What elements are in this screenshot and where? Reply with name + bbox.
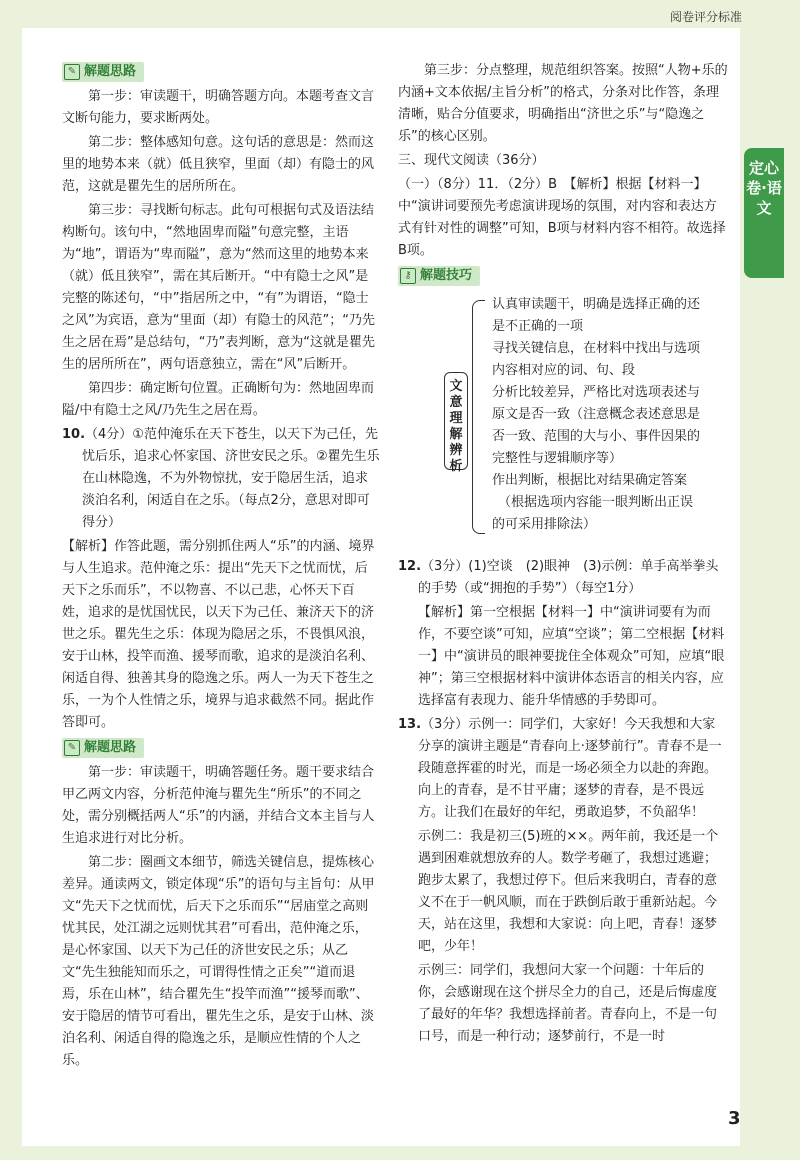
question-number: 12.: [398, 559, 422, 574]
diagram-brace: [472, 300, 485, 534]
question-answer: （4分）①范仲淹乐在天下苍生，以天下为己任，先忧后乐，追求心怀家国、济世安民之乐。②瞿先生乐在山林隐逸，不为外物惊扰，安于隐居生活，追求淡泊名利，闲适自在之乐。（每点2分，意思对即可得分）: [82, 427, 380, 530]
pen-icon: ✎: [64, 64, 80, 80]
key-icon: ⚷: [400, 268, 416, 284]
diagram-line: 是不正确的一项: [492, 319, 584, 334]
page-number: 3: [728, 1108, 741, 1129]
diagram-line: 寻找关键信息，在材料中找出与选项: [492, 341, 701, 356]
diagram-line: （根据选项内容能一眼判断出正误: [498, 495, 694, 510]
diagram-line: 作出判断，根据比对结果确定答案: [492, 473, 688, 488]
header-label: 阅卷评分标准: [670, 10, 743, 24]
left-column: [62, 60, 380, 1074]
diagram-label-box: 文意理解辨析: [444, 372, 468, 470]
diagram-lines: [492, 294, 730, 536]
section-header-label: 解题思路: [84, 740, 137, 755]
section-header-label: 解题技巧: [420, 268, 473, 283]
section-header-label: 解题思路: [84, 64, 137, 79]
diagram-line: 分析比较差异，严格比对选项表述与: [492, 385, 701, 400]
right-column: [398, 60, 728, 1050]
question-12: [398, 556, 728, 600]
analysis-paragraph: 【解析】第一空根据【材料一】中“演讲词要有为而作，不要空谈”可知，应填“空谈”；第二空根据【材料一】中“演讲员的眼神要拢住全体观众”可知，应填“眼神”；第三空根据材料中演讲体态语言的相关内容，应选择富有表现力、能升华情感的手势即可。: [418, 605, 725, 708]
example-paragraph: 示例二：我是初三(5)班的××。两年前，我还是一个遇到困难就想放弃的人。数学考砸了，我想过逃避；跑步太累了，我想过停下。但后来我明白，青春的意义不在于一帆风顺，而在于跌倒后敢于重新站起。今天，站在这里，我想和大家说：向上吧，青春！逐梦吧，少年！: [418, 829, 719, 954]
pen-icon: ✎: [64, 740, 80, 756]
question-answer: （3分）(1)空谈 (2)眼神 (3)示例：单手高举拳头的手势（或“拥抱的手势”）（每空1分）: [418, 559, 719, 596]
question-10: [62, 424, 380, 534]
example-paragraph: 示例三：同学们，我想问大家一个问题：十年后的你，会感谢现在这个拼尽全力的自己，还是后悔虚度了最好的年华？我想选择前者。青春向上，不是一句口号，而是一种行动；逐梦前行，不是一时: [418, 963, 718, 1044]
diagram-line: 否一致、范围的大与小、事件因果的: [492, 429, 701, 444]
step-paragraph: 第二步：整体感知句意。这句话的意思是：然而这里的地势本来（就）低且狭窄，里面（却）有隐士的风范，这就是瞿先生的居所所在。: [62, 135, 375, 194]
side-tab: 定心卷·语文: [744, 148, 784, 278]
step-paragraph: 第三步：分点整理，规范组织答案。按照“人物+乐的内涵+文本依据/主旨分析”的格式，分条对比作答，条理清晰，贴合分值要求，明确指出“济世之乐”与“隐逸之乐”的核心区别。: [398, 63, 728, 144]
question-13: [398, 714, 728, 824]
question-number: 10.: [62, 427, 86, 442]
section-header-tips: [398, 266, 480, 286]
section-header-thinking-2: [62, 738, 144, 758]
question-number: 13.: [398, 717, 422, 732]
section-header-thinking-1: [62, 62, 144, 82]
diagram-line: 认真审读题干，明确是选择正确的还: [492, 297, 701, 312]
section-heading: 三、现代文阅读（36分）: [398, 153, 545, 168]
tips-diagram: [398, 294, 728, 554]
diagram-line: 的可采用排除法）: [492, 517, 597, 532]
analysis-paragraph: 【解析】作答此题，需分别抓住两人“乐”的内涵、境界与人生追求。范仲淹之乐：提出“先天下之忧而忧，后天下之乐而乐”，不以物喜、不以己悲，心怀天下百姓，追求的是忧国忧民，以天下为己任、兼济天下的济世之乐。瞿先生之乐：体现为隐居之乐，不畏惧风浪，安于山林，投竿而渔、援琴而歌，追求的是淡泊名利、闲适自得、独善其身的隐逸之乐。两人一为天下苍生之乐，一为个人性情之乐，境界与追求截然不同。据此作答即可。: [62, 539, 375, 730]
step-paragraph: 第一步：审读题干，明确答题任务。题干要求结合甲乙两文内容，分析范仲淹与瞿先生“所乐”的不同之处，需分别概括两人“乐”的内涵，并结合文本主旨与人生追求进行对比分析。: [62, 765, 375, 846]
step-paragraph: 第二步：圈画文本细节，筛选关键信息，提炼核心差异。通读两文，锁定体现“乐”的语句与主旨句：从甲文“先天下之忧而忧，后天下之乐而乐”“居庙堂之高则忧其民，处江湖之远则忧其君”可看出，范仲淹之乐，是心怀家国、以天下为己任的济世安民之乐；从乙文“先生独能知而乐之，可谓得性情之正矣”“道而退焉，乐在山林”，结合瞿先生“投竿而渔”“援琴而歌”、安于隐居的情节可看出，瞿先生之乐，是安于山林、淡泊名利、闲适自得的隐逸之乐，是顺应性情的个人之乐。: [62, 855, 375, 1068]
step-paragraph: 第三步：寻找断句标志。此句可根据句式及语法结构断句。该句中，“然地固卑而隘”句意完整，主语为“地”，谓语为“卑而隘”，意为“然而这里的地势本来（就）低且狭窄”，需在其后断开。“中有隐士之风”是完整的陈述句，“中”指居所之中，“有”为谓语，“隐士之风”为宾语，意为“里面（却）有隐士的风范”；“乃先生之居在焉”是总结句，“乃”表判断，意为“这就是瞿先生的居所所在”，两句语意独立，需在“风”后断开。: [62, 203, 375, 372]
diagram-line: 内容相对应的词、句、段: [492, 363, 636, 378]
diagram-line: 完整性与逻辑顺序等）: [492, 451, 623, 466]
step-paragraph: 第四步：确定断句位置。正确断句为：然地固卑而隘/中有隐士之风/乃先生之居在焉。: [62, 381, 375, 418]
question-answer: （3分）示例一：同学们，大家好！今天我想和大家分享的演讲主题是“青春向上·逐梦前行”。青春不是一段随意挥霍的时光，而是一场必须全力以赴的奔跑。向上的青春，是不甘平庸；逐梦的青春，是不畏远方。让我们在最好的年纪，勇敢追梦，不负韶华！: [418, 717, 722, 820]
diagram-line: 原文是否一致（注意概念表述意思是: [492, 407, 701, 422]
step-paragraph: 第一步：审读题干，明确答题方向。本题考查文言文断句能力，要求断两处。: [62, 89, 375, 126]
question-11: （一）（8分）11．（2分）B 【解析】根据【材料一】中“演讲词要预先考虑演讲现场的氛围，对内容和表达方式有针对性的调整”可知，B项与材料内容不相符。故选择B项。: [398, 177, 726, 258]
